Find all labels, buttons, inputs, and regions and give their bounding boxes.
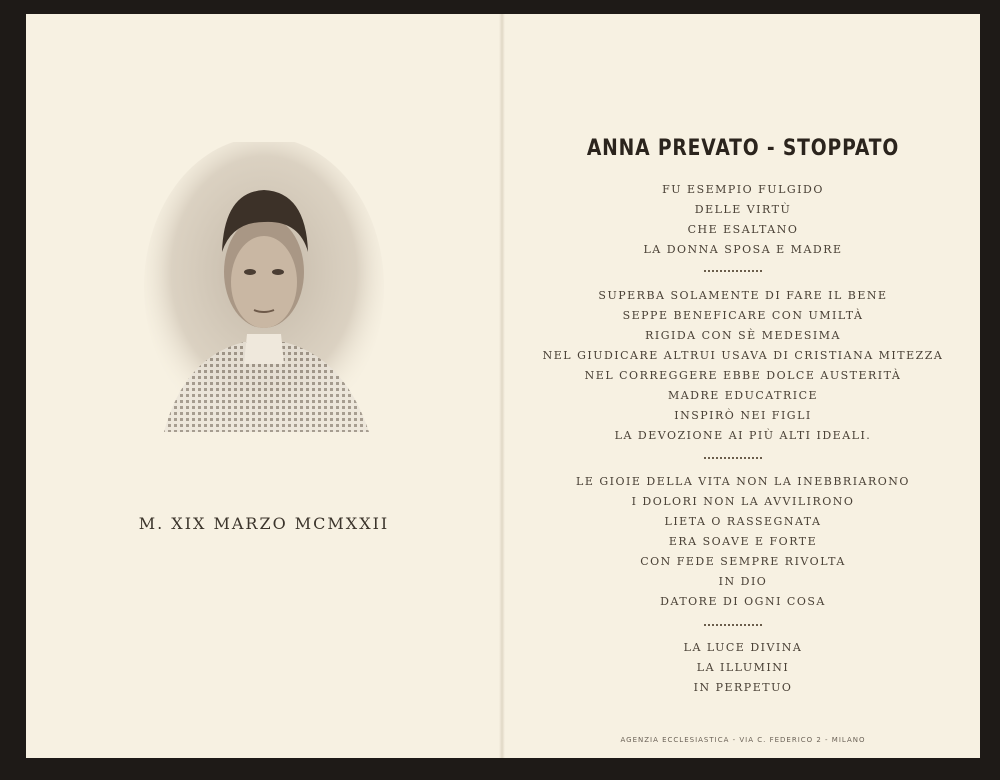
ornament-divider	[704, 624, 762, 626]
stanza-line: DATORE DI OGNI COSA	[660, 595, 826, 608]
death-date: M. XIX MARZO MCMXXII	[138, 514, 390, 533]
stanza-line: CON FEDE SEMPRE RIVOLTA	[640, 555, 846, 568]
stanza-line: LA DEVOZIONE AI PIÙ ALTI IDEALI.	[614, 429, 872, 442]
stanza-3	[506, 472, 980, 612]
stanza-line: CHE ESALTANO	[687, 223, 799, 236]
stanza-line: LA DONNA SPOSA E MADRE	[643, 243, 843, 256]
stanza-line: IN PERPETUO	[693, 681, 793, 694]
stanza-line: NEL GIUDICARE ALTRUI USAVA DI CRISTIANA MITEZZA	[542, 349, 944, 362]
ornament-divider	[704, 457, 762, 459]
stanza-line: MADRE EDUCATRICE	[667, 389, 819, 402]
stanza-line: SUPERBA SOLAMENTE DI FARE IL BENE	[598, 289, 888, 302]
card-paper	[26, 14, 980, 758]
stanza-line: LA ILLUMINI	[696, 661, 790, 674]
stanza-line: RIGIDA CON SÈ MEDESIMA	[645, 329, 841, 342]
stanza-line: IN DIO	[718, 575, 768, 588]
stanza-4	[506, 638, 980, 698]
stanza-line: NEL CORREGGERE EBBE DOLCE AUSTERITÀ	[584, 369, 902, 382]
stanza-line: SEPPE BENEFICARE CON UMILTÀ	[622, 309, 864, 322]
stanza-line: INSPIRÒ NEI FIGLI	[674, 409, 812, 422]
deceased-name: ANNA PREVATO - STOPPATO	[586, 136, 900, 161]
left-panel	[26, 14, 502, 758]
stanza-line: LA LUCE DIVINA	[683, 641, 803, 654]
stanza-line: LE GIOIE DELLA VITA NON LA INEBBRIARONO	[576, 475, 910, 488]
portrait-photo	[144, 142, 384, 442]
right-panel	[506, 14, 980, 758]
stanza-1	[506, 180, 980, 260]
stanza-2	[506, 286, 980, 446]
stanza-line: DELLE VIRTÙ	[694, 203, 792, 216]
stanza-line: I DOLORI NON LA AVVILIRONO	[631, 495, 855, 508]
ornament-divider	[704, 270, 762, 272]
stanza-line: ERA SOAVE E FORTE	[668, 535, 818, 548]
stanza-line: FU ESEMPIO FULGIDO	[662, 183, 824, 196]
stanza-line: LIETA O RASSEGNATA	[664, 515, 822, 528]
printer-footer: AGENZIA ECCLESIASTICA - VIA C. FEDERICO 2 - MILANO	[620, 736, 866, 744]
